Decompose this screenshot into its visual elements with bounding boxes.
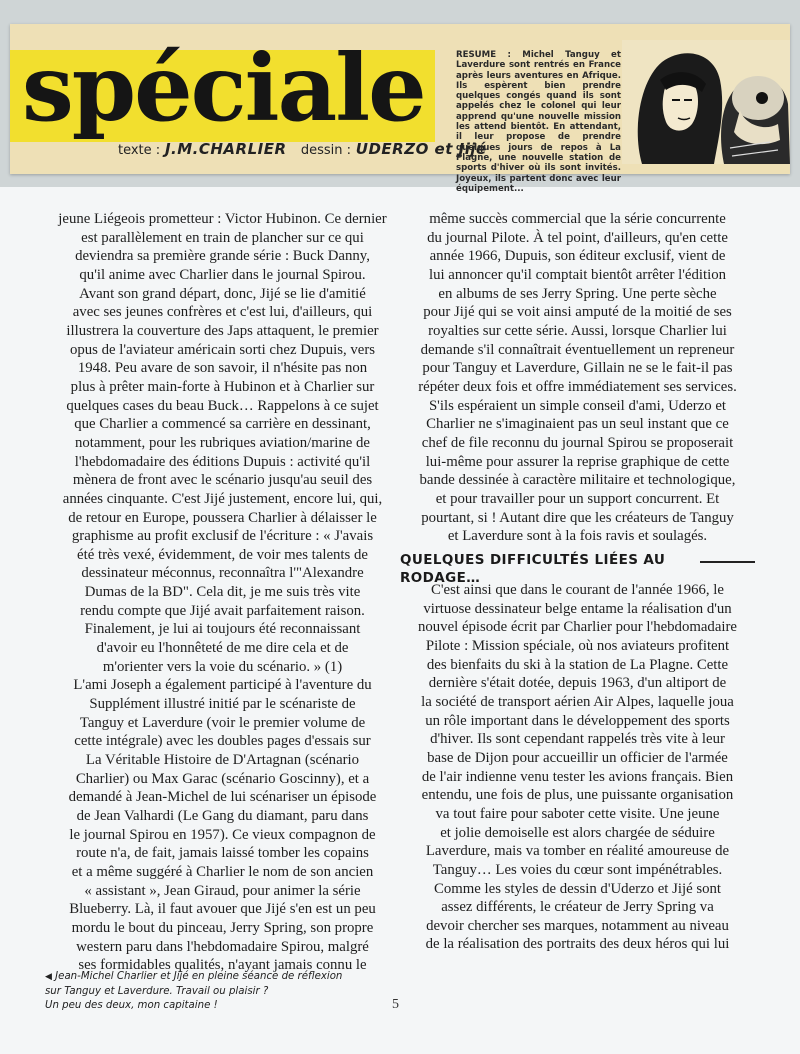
text-line: nouvel épisode écrit par Charlier pour l'hebdomadaire [417,619,738,636]
text-line: dessinateur méconnus, reconnaîtra l'"Alexandre [81,565,364,582]
text-line: avec ses jeunes confrères et c'est lui, d'ailleurs, qui [72,304,373,321]
credits-dessin-name: UDERZO et Jijé [355,140,487,158]
text-line: L'ami Joseph a également participé à l'aventure du [73,677,372,694]
text-line: C'est ainsi que dans le courant de l'année 1966, le [431,582,724,598]
text-line: base de Dijon pour accueillir un officier de l'armée [427,749,728,766]
text-line: été très vexé, évidemment, de voir mes talents de [77,546,368,563]
text-line: répéter deux fois et offre immédiatement ses services. [418,378,737,395]
text-line: l'hebdomadaire des éditions Dupuis : activité qu'il [74,453,371,470]
text-line: Avant son grand départ, donc, Jijé se lie d'amitié [79,285,366,302]
text-line: de Jean Valhardi (Le Gang du diamant, paru dans [76,808,369,824]
text-line: pour Tanguy et Laverdure, Gillain ne se le fait-il pas [422,360,733,377]
text-line: graphisme au profit exclusif de l'écriture : « J'avais [71,528,374,545]
text-line: Charlier) ou Max Garac (scénario Goscinny), et a [75,770,370,787]
text-line: jeune Liégeois prometteur : Victor Hubinon. Ce dernier [58,211,387,227]
text-line: mènera de front avec le scénario jusqu'au seuil des [72,472,373,489]
text-line: pourtant, si ! Autant dire que les créateurs de Tanguy [421,509,734,526]
strip-title: spéciale [22,34,425,142]
text-line: demande s'il connaîtrait éventuellement un repreneur [420,341,735,358]
text-line: ses formidables qualités, n'ayant jamais connu le [78,957,367,974]
text-line: et pour travailler pour un support concurrent. Et [435,490,720,507]
comic-title-strip [10,24,790,194]
text-line: mordu le bout du pinceau, Jerry Spring, son propre [71,919,374,936]
text-line: entendu, une fois de plus, une puissante organisation [421,787,734,804]
text-line: deviendra sa première grande série : Buck Danny, [75,248,370,265]
text-line: le journal Spirou en 1957). Ce vieux compagnon de [69,826,376,843]
section-heading-text: QUELQUES DIFFICULTÉS LIÉES AU RODAGE… [400,552,666,586]
text-line: rendu compte que Jijé avait parfaitement raison. [80,602,365,619]
text-line: Comme les styles de dessin d'Uderzo et Jijé sont [433,880,722,897]
text-line: lui-même pour assurer la reprise graphique de cette [425,453,730,470]
text-line: Tanguy… Les voies du cœur sont impénétrables. [432,861,723,878]
text-line: et jolie demoiselle est alors chargée de séduire [440,824,715,841]
text-line: La Véritable Histoire de D'Artagnan (scénario [85,752,360,769]
text-line: et Laverdure sont à la fois ravis et soulagés. [447,528,708,545]
credits-texte-name: J.M.CHARLIER [164,140,287,158]
right-text-column [400,210,755,546]
text-line: devoir chercher ses marques, notamment au niveau [426,917,729,934]
text-line: du journal Pilote. À tel point, d'ailleurs, qu'en cette [427,229,728,246]
comic-portrait-art [622,40,790,164]
credits-texte-label: texte : [118,143,161,158]
strip-resume: RESUME : Michel Tanguy et Laverdure sont rentrés en France après leurs aventures en Afrique. Ils espèrent bien prendre quelques congés quand ils sont appelés chez le colonel qui leur apprend qu'une nouvelle mission les attend bientôt. En attendant, il leur propose de prendre quelques jours de repos à La Plagne, une nouvelle station de sports d'hiver où ils sont invités. Joyeux, ils partent donc avec leur équipement... [456,50,621,194]
text-line: année 1966, Dupuis, son éditeur exclusif, vient de [429,248,726,265]
caption-line-2: sur Tanguy et Laverdure. Travail ou plaisir ? [45,985,269,997]
right-column-top-lines [400,210,755,546]
text-line: western paru dans l'hebdomadaire Spirou, malgré [76,938,369,955]
text-line: en albums de ses Jerry Spring. Une perte sèche [438,285,717,302]
text-line: la société de transport aérien Air Alpes, laquelle joua [421,693,734,710]
text-line: lui annoncer qu'il comptait bientôt arrêter l'édition [428,266,727,283]
page-number: 5 [392,997,399,1012]
text-line: opus de l'aviateur américain sorti chez Dupuis, vers [69,341,376,358]
text-line: que Charlier a commencé sa carrière en dessinant, [74,416,371,433]
header-banner [0,0,800,194]
text-line: m'orienter vers la voie du scénario. » (1) [102,658,343,675]
caption-line-1: Jean-Michel Charlier et Jijé en pleine séance de réflexion [55,971,343,982]
text-line: va tout faire pour saboter cette visite. Une jeune [435,805,720,822]
text-line: est parallèlement en train de plancher sur ce qui [81,229,364,246]
text-line: route n'a, de fait, jamais laissé tomber les copains [76,845,369,862]
text-line: Supplément illustré initié par le scénariste de [89,696,356,713]
text-line: des bienfaits du ski à la station de La Plagne. Cette [426,656,729,673]
left-text-column [45,210,400,975]
right-column-bottom-lines [400,581,755,954]
section-heading [400,551,755,586]
text-line: Pilote : Mission spéciale, où nos aviateurs profitent [425,637,730,654]
text-line: de retour en Europe, poussera Charlier à délaisser le [68,509,377,526]
text-line: virtuose dessinateur belge entame la réalisation d'un [423,600,732,617]
text-line: de l'air indienne venu tester les avions français. Bien [421,768,734,785]
text-line: d'avoir eu l'honnêteté de me dire cela et de [96,640,349,657]
text-line: pour Jijé qui se voit ainsi amputé de la moitié de ses [423,304,732,321]
photo-caption [45,970,375,1014]
text-line: Charlier ne s'imaginaient pas un seul instant que ce [426,416,729,433]
left-column-lines [45,210,400,975]
text-line: bande dessinée à caractère militaire et technologique, [419,472,736,489]
text-line: cette intégrale) avec les doubles pages d'essais sur [74,733,371,750]
text-line: Dumas de la BD". Cela dit, je me suis très vite [84,584,361,601]
text-line: années cinquante. C'est Jijé justement, encore lui, qui, [62,490,383,507]
credits-dessin-label: dessin : [300,143,351,158]
caption-line-3: Un peu des deux, mon capitaine ! [45,1000,218,1012]
text-line: d'hiver. Ils sont cependant rappelés très vite à leur [430,731,725,748]
text-line: S'ils espéraient un simple conseil d'ami, Uderzo et [428,397,727,414]
text-line: et a même suggéré à Charlier le nom de son ancien [71,863,374,880]
text-line: illustrera la couverture des Japs attaquent, le premier [66,322,379,339]
text-line: assez différents, le créateur de Jerry Spring va [441,899,714,916]
text-line: dernière s'était dotée, depuis 1963, d'un altiport de [428,675,727,692]
text-line: plus à prêter main-forte à Hubinon et à Charlier sur [70,378,375,395]
text-line: quelques cases du beau Buck… Rappelons à ce sujet [66,397,379,414]
text-line: royalties sur cette série. Aussi, lorsque Charlier lui [428,322,727,339]
section-heading-rule [700,561,755,563]
text-line: notamment, pour les rubriques aviation/marine de [74,434,371,451]
text-line: demandé à Jean-Michel de lui scénariser un épisode [68,789,377,806]
text-line: un rôle important dans le développement des sports [425,712,730,729]
text-line: Tanguy et Laverdure (voir le premier volume de [79,714,366,731]
text-line: Blueberry. Là, il faut avouer que Jijé s'en est un peu [69,901,376,918]
text-line: « assistant », Jean Giraud, pour animer la série [84,882,361,899]
caption-arrow-icon: ◀ [45,972,52,982]
text-line: Finalement, je lui ai toujours été reconnaissant [84,621,361,638]
text-line: de la réalisation des portraits des deux héros qui lui [425,936,730,953]
text-line: qu'il anime avec Charlier dans le journal Spirou. [79,266,366,283]
text-line: même succès commercial que la série concurrente [429,211,726,227]
right-text-column-bottom [400,581,755,954]
text-line: 1948. Peu avare de son savoir, il n'hésite pas non [77,360,368,377]
text-line: chef de file reconnu du journal Spirou se proposerait [421,434,734,451]
text-line: Laverdure, mais va tomber en réalité amoureuse de [425,843,730,860]
strip-credits [118,140,487,158]
